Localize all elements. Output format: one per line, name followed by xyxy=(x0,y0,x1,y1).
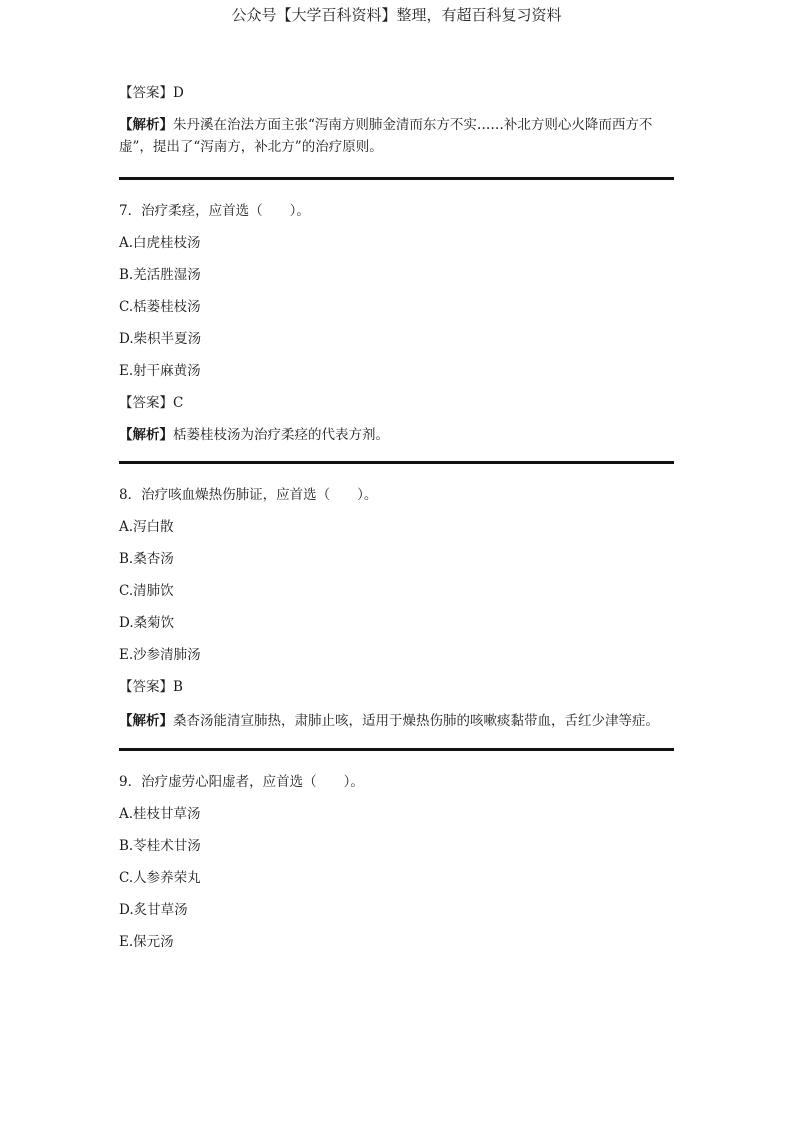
q7-option-b: B.羌活胜湿汤 xyxy=(119,267,201,283)
q8-option-c: C.清肺饮 xyxy=(119,583,174,599)
q7-stem: 7．治疗柔痉，应首选（ ）。 xyxy=(119,203,310,219)
q7-option-a: A.白虎桂枝汤 xyxy=(119,235,201,251)
q9-option-a: A.桂枝甘草汤 xyxy=(119,806,201,822)
q7-option-e: E.射干麻黄汤 xyxy=(119,363,201,379)
q7-option-c: C.栝蒌桂枝汤 xyxy=(119,299,201,315)
answer-value: D xyxy=(173,85,184,101)
q8-option-a: A.泻白散 xyxy=(119,519,174,535)
q7-analysis xyxy=(119,426,685,445)
q8-answer xyxy=(119,678,685,697)
q8-analysis xyxy=(119,710,685,732)
q7-answer xyxy=(119,394,685,413)
answer-value: C xyxy=(173,395,184,411)
answer-value: B xyxy=(173,679,183,695)
answer-label: 【答案】 xyxy=(119,85,173,101)
document-body xyxy=(119,84,685,952)
q9-option-c: C.人参养荣丸 xyxy=(119,870,201,886)
q8-stem: 8．治疗咳血燥热伤肺证，应首选（ ）。 xyxy=(119,487,378,503)
analysis-text: 栝蒌桂枝汤为治疗柔痉的代表方剂。 xyxy=(173,427,389,443)
q8-option-d: D.桑菊饮 xyxy=(119,615,175,631)
answer-label: 【答案】 xyxy=(119,395,173,411)
analysis-text: 桑杏汤能清宣肺热，肃肺止咳，适用于燥热伤肺的咳嗽痰黏带血，舌红少津等症。 xyxy=(173,713,659,729)
q6-answer xyxy=(119,84,685,103)
q9-stem: 9．治疗虚劳心阳虚者，应首选（ ）。 xyxy=(119,774,364,790)
analysis-text: 朱丹溪在治法方面主张“泻南方则肺金清而东方不实……补北方则心火降而西方不虚”，提出了“泻南方，补北方”的治疗原则。 xyxy=(119,117,653,155)
q9-option-e: E.保元汤 xyxy=(119,934,174,950)
q9-option-d: D.炙甘草汤 xyxy=(119,902,188,918)
page-header: 公众号【大学百科资料】整理，有超百科复习资料 xyxy=(231,6,562,24)
q8-option-b: B.桑杏汤 xyxy=(119,551,174,567)
analysis-label: 【解析】 xyxy=(119,427,173,443)
q7-option-d: D.柴枳半夏汤 xyxy=(119,331,202,347)
q8-option-e: E.沙参清肺汤 xyxy=(119,647,201,663)
analysis-label: 【解析】 xyxy=(119,117,173,133)
analysis-label: 【解析】 xyxy=(119,713,173,729)
answer-label: 【答案】 xyxy=(119,679,173,695)
q9-option-b: B.苓桂术甘汤 xyxy=(119,838,201,854)
q6-analysis xyxy=(119,114,685,158)
